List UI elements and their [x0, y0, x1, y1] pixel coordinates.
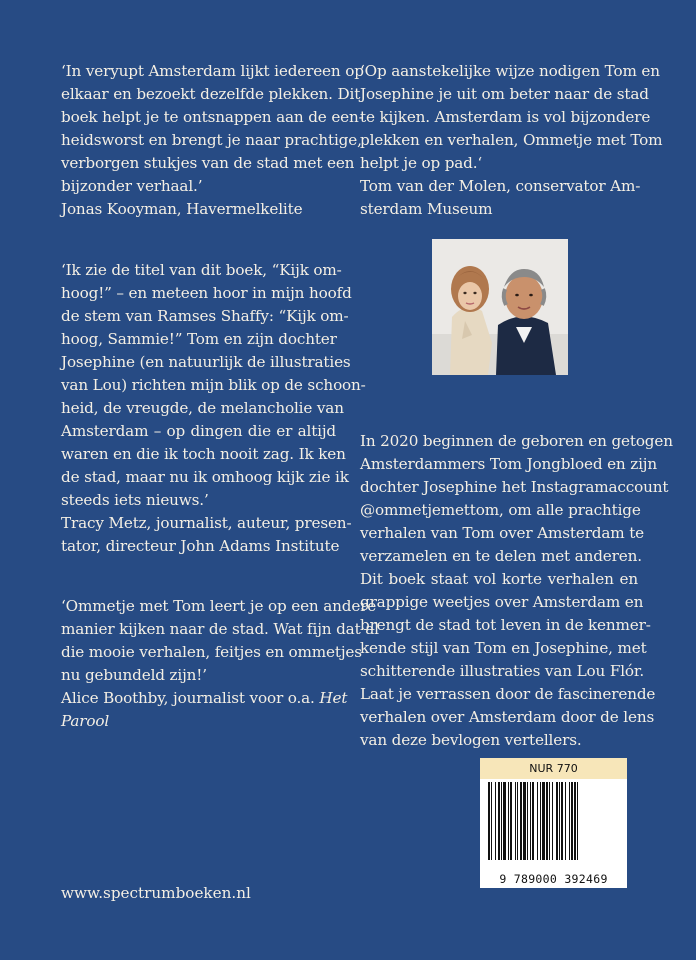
quote-line: heid, de vreugde, de melancholie van — [61, 399, 344, 417]
barcode-bar — [527, 782, 528, 860]
barcode-bar — [565, 782, 566, 860]
description-line: @ommetjemettom, om alle prachtige — [360, 501, 641, 519]
barcode-bar — [495, 782, 496, 860]
quote-line: boek helpt je te ontsnappen aan de een- — [61, 108, 364, 126]
barcode-bar — [561, 782, 563, 860]
quote-line: elkaar en bezoekt dezelfde plekken. Dit — [61, 85, 361, 103]
barcode-bar — [556, 782, 558, 860]
quote-attribution: Tracy Metz, journalist, auteur, presen- — [61, 514, 352, 532]
isbn-number: 9 789000 392469 — [499, 872, 608, 886]
author-photo-illustration — [432, 239, 568, 375]
description-line: kende stijl van Tom en Josephine, met — [360, 639, 647, 657]
quote-line: ‘In veryupt Amsterdam lijkt iedereen op — [61, 62, 364, 80]
publication-name: Het — [319, 689, 348, 707]
publication-name: Parool — [61, 712, 110, 730]
quote-line: hoog, Sammie!” Tom en zijn dochter — [61, 330, 337, 348]
description-line: verhalen van Tom over Amsterdam te — [360, 524, 644, 542]
barcode-bar — [498, 782, 500, 860]
barcode-bar — [577, 782, 578, 860]
attribution-text: Alice Boothby, journalist voor o.a. — [61, 689, 320, 707]
barcode-bar — [540, 782, 541, 860]
quote-attribution: Jonas Kooyman, Havermelkelite — [61, 200, 303, 218]
barcode-bar — [520, 782, 522, 860]
description-line: dochter Josephine het Instagramaccount — [360, 478, 669, 496]
barcode-bar — [542, 782, 545, 860]
quote-line: verborgen stukjes van de stad met een — [61, 154, 355, 172]
barcode-bar — [546, 782, 548, 860]
quote-line: Amsterdam – op dingen die er altijd — [61, 422, 336, 440]
description-line: verhalen over Amsterdam door de lens — [360, 708, 655, 726]
quote-line: helpt je op pad.‘ — [360, 154, 483, 172]
barcode-bar — [532, 782, 534, 860]
barcode-bar — [552, 782, 553, 860]
quote-kooyman — [61, 60, 364, 221]
barcode-bars — [480, 779, 627, 888]
barcode-bar — [559, 782, 560, 860]
description-line: In 2020 beginnen de geboren en getogen — [360, 432, 673, 450]
quote-line: van Lou) richten mijn blik op de schoon- — [61, 376, 366, 394]
quote-van-der-molen — [360, 60, 663, 221]
barcode-bar — [515, 782, 516, 860]
publisher-website[interactable]: www.spectrumboeken.nl — [61, 884, 251, 902]
quote-line: ‘Op aanstekelijke wijze nodigen Tom en — [360, 62, 660, 80]
quote-attribution: Tom van der Molen, conservator Am- — [360, 177, 641, 195]
nur-code: NUR 770 — [480, 758, 627, 779]
description-line: schitterende illustraties van Lou Flór. — [360, 662, 645, 680]
quote-line: Josephine je uit om beter naar de stad — [360, 85, 649, 103]
barcode-bar — [510, 782, 512, 860]
quote-line: heidsworst en brengt je naar prachtige, — [61, 131, 362, 149]
barcode-bar — [501, 782, 502, 860]
quote-line: bijzonder verhaal.’ — [61, 177, 203, 195]
barcode-bar — [571, 782, 573, 860]
description-line: van deze bevlogen vertellers. — [360, 731, 582, 749]
barcode-bar — [491, 782, 492, 860]
description-line: Amsterdammers Tom Jongbloed en zijn — [360, 455, 657, 473]
description-line: brengt de stad tot leven in de kenmer- — [360, 616, 651, 634]
description-line: verzamelen en te delen met anderen. — [360, 547, 642, 565]
quote-line: nu gebundeld zijn!’ — [61, 666, 207, 684]
quote-line: Josephine (en natuurlijk de illustraties — [61, 353, 351, 371]
barcode-bar — [517, 782, 518, 860]
barcode-bar — [549, 782, 550, 860]
barcode-bar — [488, 782, 490, 860]
quote-attribution: sterdam Museum — [360, 200, 493, 218]
author-photo — [432, 239, 568, 375]
barcode-bar — [569, 782, 570, 860]
quote-line: ‘Ommetje met Tom leert je op een andere — [61, 597, 377, 615]
quote-boothby — [61, 595, 379, 733]
quote-line: plekken en verhalen, Ommetje met Tom — [360, 131, 663, 149]
barcode-bar — [537, 782, 538, 860]
barcode-graphic — [480, 782, 627, 872]
quote-line: hoog!” – en meteen hoor in mijn hoofd — [61, 284, 352, 302]
quote-line: manier kijken naar de stad. Wat fijn dat al — [61, 620, 379, 638]
isbn-barcode — [480, 758, 627, 888]
quote-line: te kijken. Amsterdam is vol bijzondere — [360, 108, 651, 126]
description-line: Dit boek staat vol korte verhalen en — [360, 570, 638, 588]
quote-line: de stem van Ramses Shaffy: “Kijk om- — [61, 307, 349, 325]
quote-attribution — [61, 687, 348, 710]
book-description — [360, 430, 673, 752]
quote-attribution: tator, directeur John Adams Institute — [61, 537, 340, 555]
quote-attribution — [61, 710, 336, 733]
quote-line: steeds iets nieuws.’ — [61, 491, 209, 509]
barcode-bar — [508, 782, 509, 860]
quote-line: waren en die ik toch nooit zag. Ik ken — [61, 445, 346, 463]
barcode-bar — [574, 782, 576, 860]
barcode-bar — [523, 782, 526, 860]
quote-line: die mooie verhalen, feitjes en ommetjes — [61, 643, 362, 661]
description-line: Laat je verrassen door de fascinerende — [360, 685, 656, 703]
quote-line: de stad, maar nu ik omhoog kijk zie ik — [61, 468, 349, 486]
barcode-bar — [503, 782, 506, 860]
quote-metz — [61, 259, 366, 558]
description-line: grappige weetjes over Amsterdam en — [360, 593, 644, 611]
quote-line: ‘Ik zie de titel van dit boek, “Kijk om- — [61, 261, 342, 279]
barcode-bar — [530, 782, 531, 860]
